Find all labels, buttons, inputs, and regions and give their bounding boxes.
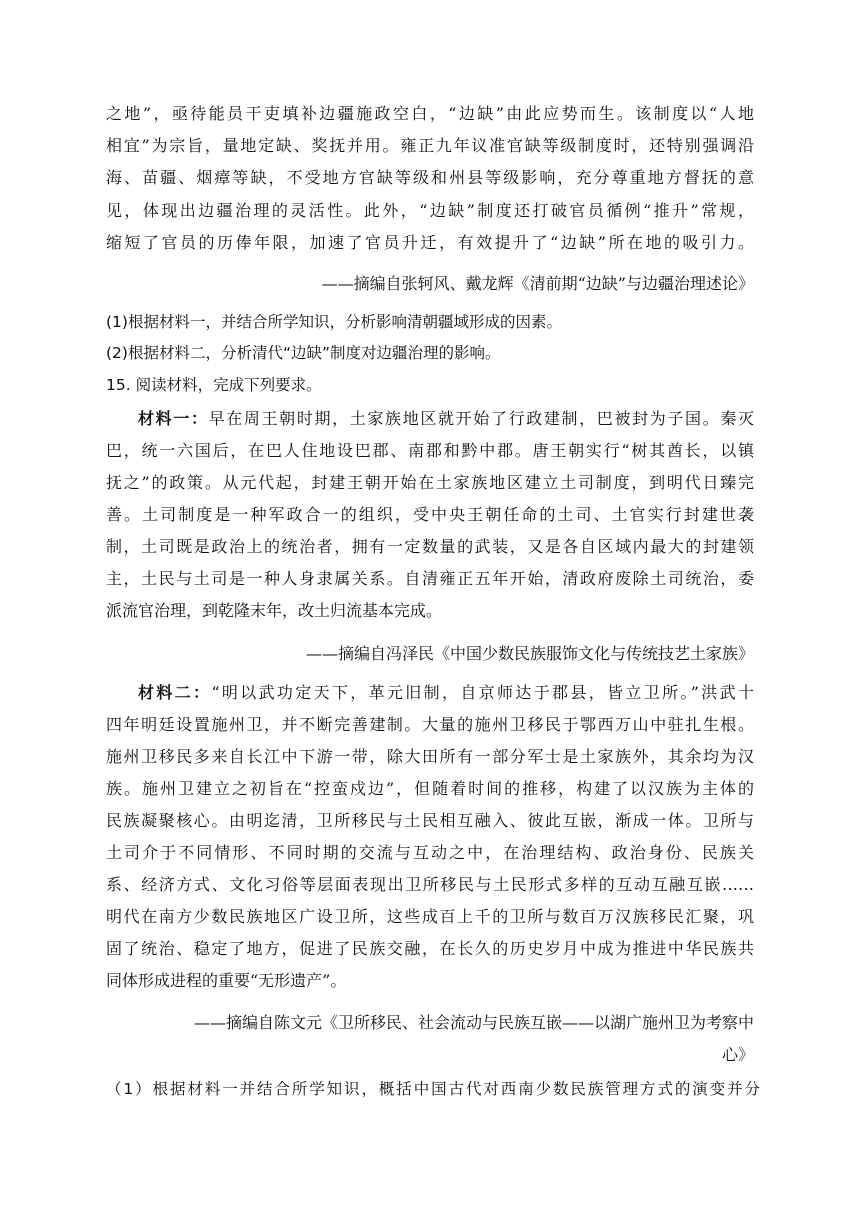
material-2-label: 材料二： xyxy=(138,683,212,702)
text-line: 民族凝聚核心。由明迄清，卫所移民与土民相互融入、彼此互嵌，渐成一体。卫所与 xyxy=(106,811,754,830)
source-citation: ——摘编自冯泽民《中国少数民族服饰文化与传统技艺土家族》 xyxy=(305,644,754,663)
question-14-1: (1)根据材料一，并结合所学知识，分析影响清朝疆域形成的因素。 xyxy=(106,313,562,331)
text-line: 制，土司既是政治上的统治者，拥有一定数量的武装，又是各自区域内最大的封建领 xyxy=(106,537,754,556)
text-line: 施州卫移民多来自长江中下游一带，除大田所有一部分军士是土家族外，其余均为汉 xyxy=(106,747,754,766)
text-line: 土司介于不同情形、不同时期的交流与互动之中，在治理结构、政治身份、民族关 xyxy=(106,843,754,862)
text-line: 同体形成进程的重要“无形遗产”。 xyxy=(106,971,347,990)
text-line: 相宜”为宗旨，量地定缺、奖抚并用。雍正九年议准官缺等级制度时，还特别强调沿 xyxy=(106,136,754,155)
text-line: 巴，统一六国后，在巴人住地设巴郡、南郡和黔中郡。唐王朝实行“树其酋长，以镇 xyxy=(106,441,754,460)
material-1-first-line xyxy=(138,408,754,430)
material-2-text: “明以武功定天下，革元旧制，自京师达于郡县，皆立卫所。”洪武十 xyxy=(211,683,754,702)
question-15-1: （1）根据材料一并结合所学知识，概括中国古代对西南少数民族管理方式的演变并分 xyxy=(106,1080,760,1098)
text-line: 海、苗疆、烟瘴等缺，不受地方官缺等级和州县等级影响，充分尊重地方督抚的意 xyxy=(106,168,754,187)
material-2-first-line xyxy=(138,682,754,704)
source-citation: ——摘编自张轲风、戴龙辉《清前期“边缺”与边疆治理述论》 xyxy=(321,274,754,293)
text-line: 善。土司制度是一种军政合一的组织，受中央王朝任命的土司、土官实行封建世袭 xyxy=(106,505,754,524)
material-1-text: 早在周王朝时期，土家族地区就开始了行政建制，巴被封为子国。秦灭 xyxy=(208,409,754,428)
text-line: 四年明廷设置施州卫，并不断完善建制。大量的施州卫移民于鄂西万山中驻扎生根。 xyxy=(106,715,754,734)
text-line: 派流官治理，到乾隆末年，改土归流基本完成。 xyxy=(106,601,443,620)
text-line: 缩短了官员的历俸年限，加速了官员升迁，有效提升了“边缺”所在地的吸引力。 xyxy=(106,233,754,252)
material-1-label: 材料一： xyxy=(138,409,209,428)
text-line: 见，体现出边疆治理的灵活性。此外，“边缺”制度还打破官员循例“推升”常规， xyxy=(106,201,754,220)
question-15-heading: 15. 阅读材料，完成下列要求。 xyxy=(106,376,322,394)
source-citation: ——摘编自陈文元《卫所移民、社会流动与民族互嵌——以湖广施州卫为考察中 xyxy=(193,1013,754,1032)
text-line: 之地”，亟待能员干吏填补边疆施政空白，“边缺”由此应势而生。该制度以“人地 xyxy=(106,104,754,123)
text-line: 抚之”的政策。从元代起，封建王朝开始在土家族地区建立土司制度，到明代日臻完 xyxy=(106,473,754,492)
text-line: 族。施州卫建立之初旨在“控蛮戍边”，但随着时间的推移，构建了以汉族为主体的 xyxy=(106,779,754,798)
question-14-2: (2)根据材料二，分析清代“边缺”制度对边疆治理的影响。 xyxy=(106,344,501,362)
text-line: 系、经济方式、文化习俗等层面表现出卫所移民与土民形式多样的互动互融互嵌…… xyxy=(106,875,754,894)
text-line: 主，土民与土司是一种人身隶属关系。自清雍正五年开始，清政府废除土司统治，委 xyxy=(106,569,754,588)
text-line: 明代在南方少数民族地区广设卫所，这些成百上千的卫所与数百万汉族移民汇聚，巩 xyxy=(106,907,754,926)
source-citation-continued: 心》 xyxy=(721,1045,754,1064)
text-line: 固了统治、稳定了地方，促进了民族交融，在长久的历史岁月中成为推进中华民族共 xyxy=(106,939,754,958)
